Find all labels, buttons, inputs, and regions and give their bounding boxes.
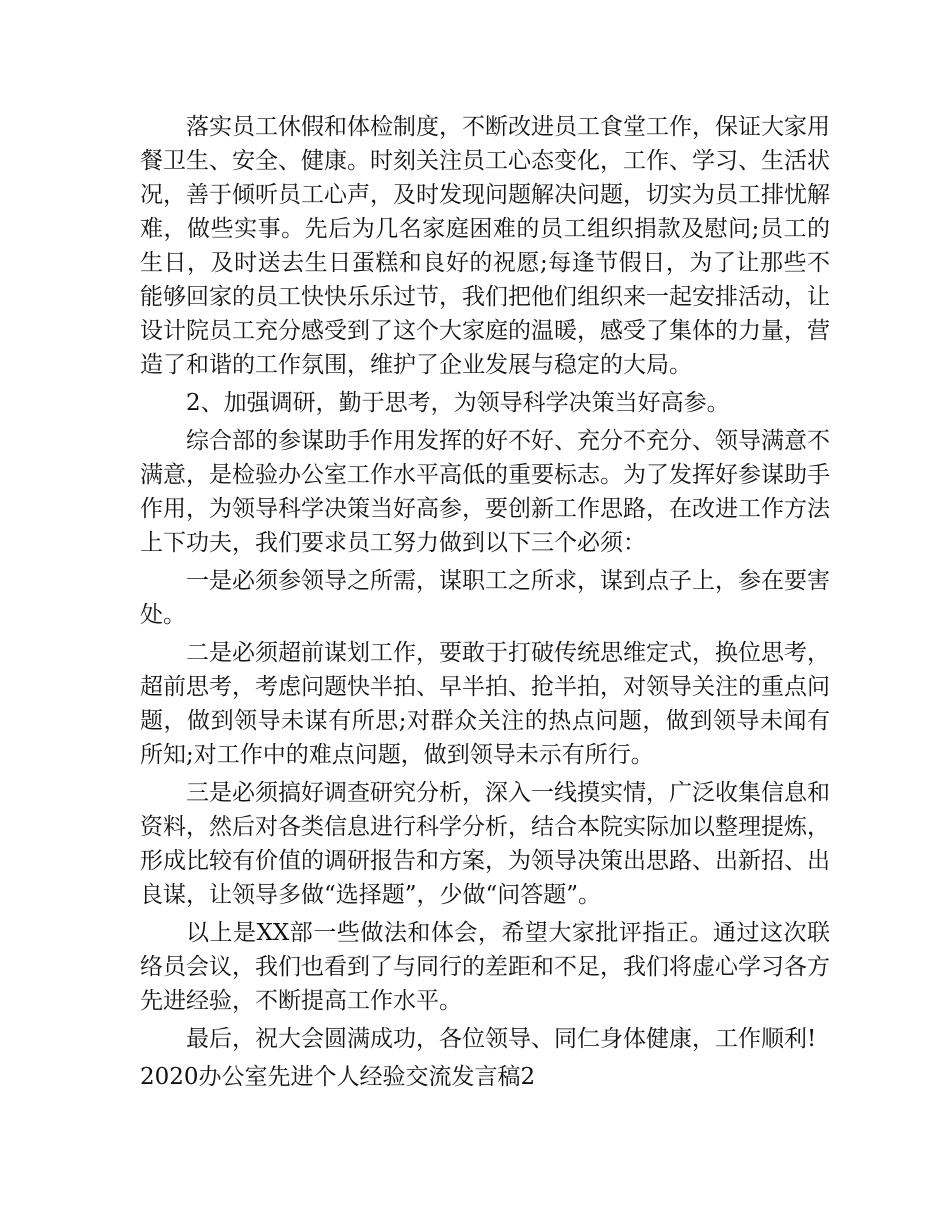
document-body bbox=[140, 110, 830, 1098]
paragraph-advisory-role: 综合部的参谋助手作用发挥的好不好、充分不充分、领导满意不满意，是检验办公室工作水平高低的重要标志。为了发挥好参谋助手作用，为领导科学决策当好高参，要创新工作思路，在改进工作方法上下功夫，我们要求员工努力做到以下三个必须： bbox=[140, 428, 830, 556]
paragraph-staff-welfare: 落实员工休假和体检制度，不断改进员工食堂工作，保证大家用餐卫生、安全、健康。时刻关注员工心态变化，工作、学习、生活状况，善于倾听员工心声，及时发现问题解决问题，切实为员工排忧解难，做些实事。先后为几名家庭困难的员工组织捐款及慰问;员工的生日，及时送去生日蛋糕和良好的祝愿;每逢节假日，为了让那些不能够回家的员工快快乐乐过节，我们把他们组织来一起安排活动，让设计院员工充分感受到了这个大家庭的温暖，感受了集体的力量，营造了和谐的工作氛围，维护了企业发展与稳定的大局。 bbox=[140, 114, 830, 378]
paragraph-must-three: 三是必须搞好调查研究分析，深入一线摸实情，广泛收集信息和资料，然后对各类信息进行科学分析，结合本院实际加以整理提炼，形成比较有价值的调研报告和方案，为领导决策出思路、出新招、出良谋，让领导多做“选择题”，少做“问答题”。 bbox=[140, 780, 830, 908]
paragraph-heading-research: 2、加强调研，勤于思考，为领导科学决策当好高参。 bbox=[186, 390, 730, 416]
paragraph-must-two: 二是必须超前谋划工作，要敢于打破传统思维定式，换位思考，超前思考，考虑问题快半拍、早半拍、抢半拍，对领导关注的重点问题，做到领导未谋有所思;对群众关注的热点问题，做到领导未闻有所知;对工作中的难点问题，做到领导未示有所行。 bbox=[140, 640, 830, 768]
paragraph-conclusion: 以上是XX部一些做法和体会，希望大家批评指正。通过这次联络员会议，我们也看到了与同行的差距和不足，我们将虚心学习各方先进经验，不断提高工作水平。 bbox=[140, 920, 830, 1014]
paragraph-closing-wishes: 最后，祝大会圆满成功，各位领导、同仁身体健康，工作顺利! bbox=[186, 1026, 817, 1052]
paragraph-must-one: 一是必须参领导之所需，谋职工之所求，谋到点子上，参在要害处。 bbox=[140, 568, 830, 628]
next-document-title: 2020办公室先进个人经验交流发言稿2 bbox=[140, 1064, 536, 1090]
